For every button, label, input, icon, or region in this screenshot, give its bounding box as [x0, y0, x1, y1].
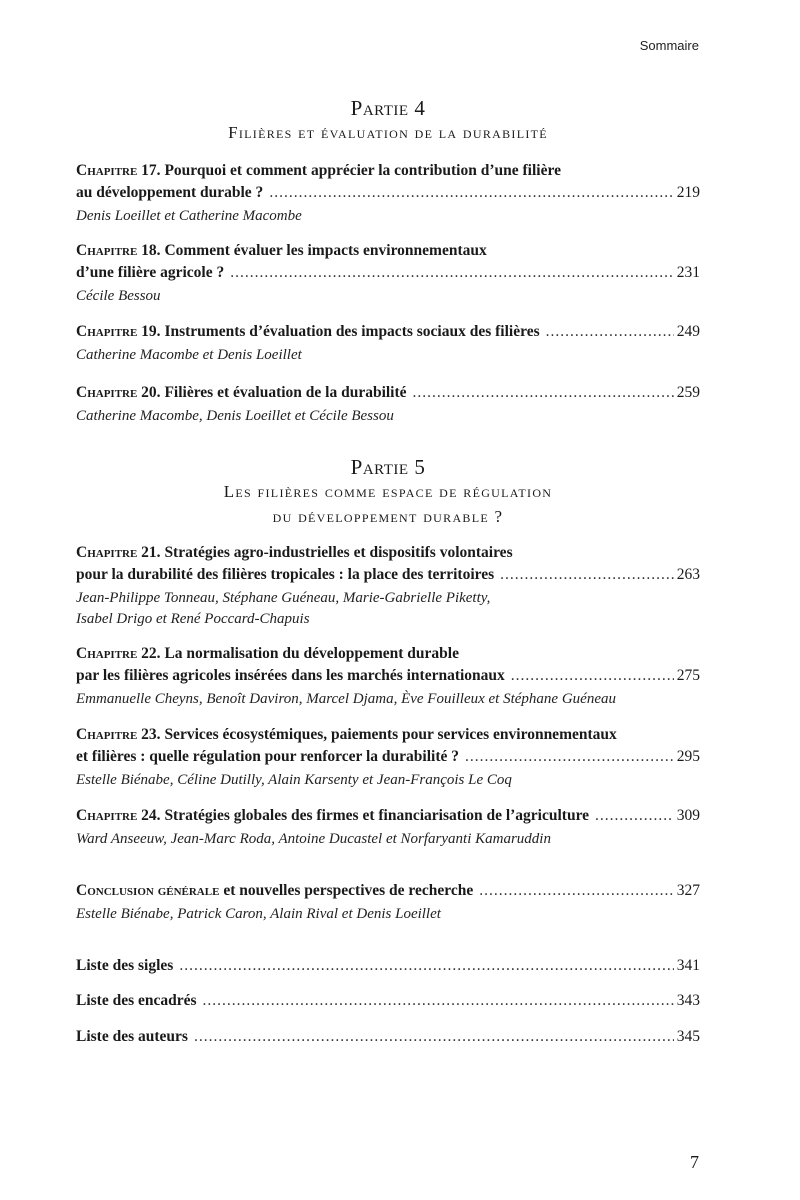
toc-entry-chapter-19[interactable]: [76, 321, 700, 366]
chapter-label: Chapitre 18.: [76, 242, 161, 259]
chapter-label: Chapitre 19.: [76, 323, 161, 340]
chapter-authors: Emmanuelle Cheyns, Benoît Daviron, Marcel Djama, Ève Fouilleux et Stéphane Guéneau: [76, 691, 616, 707]
entry-title: Liste des sigles: [76, 957, 174, 974]
part-4-heading: [76, 96, 700, 145]
chapter-title-line1: La normalisation du développement durable: [164, 645, 459, 662]
page-number: 249: [676, 323, 700, 340]
chapter-authors: [76, 588, 700, 630]
chapter-title-line2: et filières : quelle régulation pour renforcer la durabilité ?: [76, 748, 460, 765]
running-head: Sommaire: [639, 38, 699, 53]
page-number: 327: [676, 882, 700, 899]
conclusion-authors: Estelle Biénabe, Patrick Caron, Alain Rival et Denis Loeillet: [76, 906, 441, 922]
chapter-title-line1: Instruments d’évaluation des impacts sociaux des filières: [164, 323, 540, 340]
chapter-title-line1: Pourquoi et comment apprécier la contribution d’une filière: [164, 162, 561, 179]
part-5-title-line1: Les filières comme espace de régulation: [223, 482, 553, 501]
part-5-title-line2: du développement durable ?: [272, 507, 504, 526]
chapter-title-line1: Stratégies globales des firmes et financiarisation de l’agriculture: [164, 807, 590, 824]
chapter-authors-line1: Jean-Philippe Tonneau, Stéphane Guéneau, Marie-Gabrielle Piketty,: [76, 590, 491, 606]
toc-entry-chapter-17[interactable]: [76, 160, 700, 227]
entry-title: Liste des encadrés: [76, 992, 197, 1009]
chapter-label: Chapitre 17.: [76, 162, 161, 179]
chapter-title-line1: Stratégies agro-industrielles et dispositifs volontaires: [164, 544, 513, 561]
chapter-label: Chapitre 23.: [76, 726, 161, 743]
chapter-authors: Denis Loeillet et Catherine Macombe: [76, 208, 302, 224]
dot-leader: [546, 321, 674, 343]
toc-entry-liste-des-auteurs[interactable]: [76, 1026, 700, 1048]
conclusion-label: Conclusion générale: [76, 882, 220, 899]
chapter-authors: Catherine Macombe et Denis Loeillet: [76, 347, 302, 363]
chapter-title-line2: par les filières agricoles insérées dans les marchés internationaux: [76, 667, 505, 684]
chapter-title-line2: d’une filière agricole ?: [76, 264, 225, 281]
dot-leader: [595, 805, 674, 827]
dot-leader: [230, 262, 674, 284]
dot-leader: [465, 746, 674, 768]
dot-leader: [179, 955, 673, 977]
page-number: 295: [676, 748, 700, 765]
chapter-label: Chapitre 20.: [76, 384, 161, 401]
dot-leader: [413, 382, 674, 404]
page-number: 231: [676, 264, 700, 281]
toc-entry-chapter-24[interactable]: [76, 805, 700, 850]
page-number: 343: [676, 992, 700, 1009]
dot-leader: [479, 880, 673, 902]
toc-entry-chapter-22[interactable]: [76, 643, 700, 710]
dot-leader: [500, 564, 674, 586]
dot-leader: [203, 990, 674, 1012]
toc-entry-chapter-20[interactable]: [76, 382, 700, 427]
chapter-title-line1: Comment évaluer les impacts environnementaux: [164, 242, 487, 259]
dot-leader: [511, 665, 674, 687]
chapter-authors: Cécile Bessou: [76, 288, 161, 304]
page-number: 309: [676, 807, 700, 824]
page-number: 345: [676, 1028, 700, 1045]
toc-entry-chapter-21[interactable]: [76, 542, 700, 630]
toc-entry-liste-des-sigles[interactable]: [76, 955, 700, 977]
chapter-label: Chapitre 21.: [76, 544, 161, 561]
chapter-authors: Estelle Biénabe, Céline Dutilly, Alain Karsenty et Jean-François Le Coq: [76, 772, 512, 788]
chapter-title-line2: pour la durabilité des filières tropicales : la place des territoires: [76, 566, 495, 583]
part-4-number: Partie 4: [350, 96, 426, 120]
toc-entry-chapter-23[interactable]: [76, 724, 700, 791]
dot-leader: [269, 182, 673, 204]
chapter-label: Chapitre 24.: [76, 807, 161, 824]
part-4-title: Filières et évaluation de la durabilité: [228, 123, 548, 142]
part-5-heading: [76, 455, 700, 529]
entry-title: Liste des auteurs: [76, 1028, 188, 1045]
chapter-authors: Catherine Macombe, Denis Loeillet et Cécile Bessou: [76, 408, 394, 424]
toc-entry-conclusion[interactable]: [76, 880, 700, 925]
part-5-number: Partie 5: [350, 455, 426, 479]
page-number: 275: [676, 667, 700, 684]
chapter-authors-line2: Isabel Drigo et René Poccard-Chapuis: [76, 611, 310, 627]
chapter-title-line1: Filières et évaluation de la durabilité: [164, 384, 407, 401]
chapter-label: Chapitre 22.: [76, 645, 161, 662]
chapter-title-line1: Services écosystémiques, paiements pour services environnementaux: [164, 726, 617, 743]
page-number: 259: [676, 384, 700, 401]
chapter-title-line2: au développement durable ?: [76, 184, 264, 201]
toc-entry-chapter-18[interactable]: [76, 240, 700, 307]
dot-leader: [194, 1026, 674, 1048]
chapter-authors: Ward Anseeuw, Jean-Marc Roda, Antoine Ducastel et Norfaryanti Kamaruddin: [76, 831, 551, 847]
page-number: 263: [676, 566, 700, 583]
conclusion-title: et nouvelles perspectives de recherche: [223, 882, 474, 899]
toc-entry-liste-des-encadres[interactable]: [76, 990, 700, 1012]
page-number-footer: 7: [690, 1152, 699, 1172]
page-number: 341: [676, 957, 700, 974]
page-number: 219: [676, 184, 700, 201]
